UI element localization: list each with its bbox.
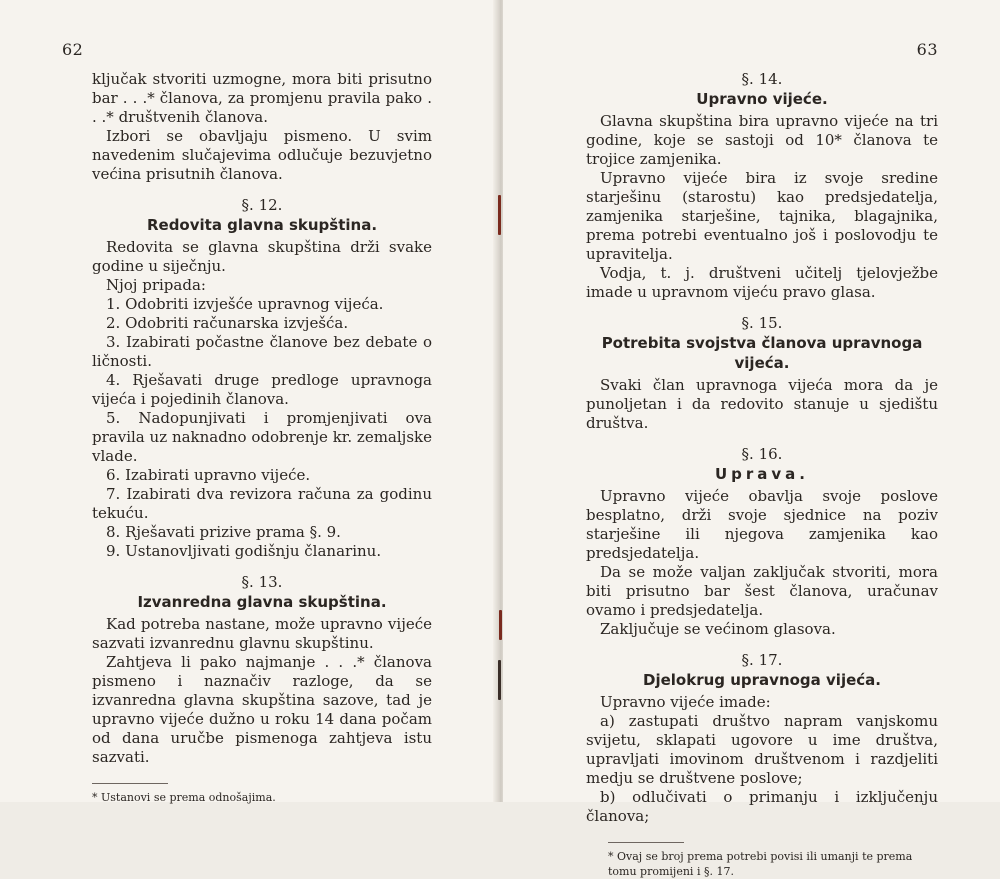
paragraph: Upravno vijeće obavlja svoje poslove besplatno, drži svoje sjednice na poziv starješine ili njegova zamjenika kao predsjedatelja. [586, 487, 938, 562]
page-number: 63 [916, 40, 938, 59]
paragraph: Zahtjeva li pako najmanje . . .* članova pismeno i naznačiv razloge, da se izvanredna glavna skupština sazove, tad je upravno vijeće dužno u roku 14 dana počam od dana uručbe pismenoga zahtjeva istu sazvati. [92, 653, 432, 766]
list-item: 8. Rješavati prizive prama §. 9. [106, 523, 341, 541]
list-item: 6. Izabirati upravno vijeće. [106, 466, 311, 484]
paragraph: Upravno vijeće imade: [600, 693, 771, 711]
binding-thread [498, 195, 501, 235]
paragraph: Izbori se obavljaju pismeno. U svim navedenim slučajevima odlučuje bezuvjetno većina prisutnih članova. [92, 127, 432, 183]
section-title: Izvanredna glavna skupština. [137, 593, 387, 611]
footnote-rule [608, 842, 684, 843]
section-number: §. 17. [741, 651, 783, 669]
section-title: Uprava. [714, 465, 810, 483]
list-item: 9. Ustanovljivati godišnju članarinu. [106, 542, 382, 560]
paragraph: Redovita se glavna skupština drži svake godine u siječnju. [92, 238, 432, 275]
section-title: Djelokrug upravnoga vijeća. [643, 671, 881, 689]
paragraph: Kad potreba nastane, može upravno vijeće sazvati izvanrednu glavnu skupštinu. [92, 615, 432, 652]
list-item: 5. Nadopunjivati i promjenjivati ova pravila uz naknadno odobrenje kr. zemaljske vlade. [92, 409, 432, 465]
section-number: §. 12. [241, 196, 283, 214]
section-number: §. 14. [741, 70, 783, 88]
paragraph: ključak stvoriti uzmogne, mora biti prisutno bar . . .* članova, za promjenu pravila pako . . .* društvenih članova. [92, 70, 432, 126]
section-number: §. 15. [741, 314, 783, 332]
footnote: * Ovaj se broj prema potrebi povisi ili umanji te prema tomu promijeni i §. 17. [608, 850, 913, 878]
left-page-content [92, 70, 432, 805]
page-number: 62 [62, 40, 84, 59]
section-title: Potrebita svojstva članova upravnoga vijeća. [601, 334, 923, 372]
right-page-content [586, 70, 938, 879]
left-page [0, 0, 497, 802]
list-item: b) odlučivati o primanju i izključenju članova; [586, 788, 938, 825]
paragraph: Vodja, t. j. društveni učitelj tjelovježbe imade u upravnom vijeću pravo glasa. [586, 264, 938, 301]
section-number: §. 16. [741, 445, 783, 463]
right-page [503, 0, 1000, 878]
footnote: * Ustanovi se prema odnošajima. [92, 791, 276, 804]
list-item: 3. Izabirati počastne članove bez debate o ličnosti. [92, 333, 432, 370]
section-number: §. 13. [241, 573, 283, 591]
footnote-rule [92, 783, 168, 784]
binding-thread [498, 660, 501, 700]
paragraph: Upravno vijeće bira iz svoje sredine starješinu (starostu) kao predsjedatelja, zamjenika starješine, tajnika, blagajnika, prema potrebi eventualno još i poslovodju te upravitelja. [586, 169, 938, 263]
paragraph: Zaključuje se većinom glasova. [600, 620, 836, 638]
list-item: 2. Odobriti računarska izvješća. [106, 314, 349, 332]
section-title: Redovita glavna skupština. [146, 216, 378, 234]
binding-thread [499, 610, 502, 640]
list-item: a) zastupati društvo napram vanjskomu svijetu, sklapati ugovore u ime društva, upravljati imovinom društvenom i razdjeliti medju se društvene poslove; [586, 712, 938, 787]
list-item: 1. Odobriti izvješće upravnog vijeća. [106, 295, 384, 313]
list-item: 7. Izabirati dva revizora računa za godinu tekuću. [92, 485, 432, 522]
section-title: Upravno vijeće. [696, 90, 828, 108]
paragraph: Svaki član upravnoga vijeća mora da je punoljetan i da redovito stanuje u sjedištu društva. [586, 376, 938, 432]
paragraph: Glavna skupština bira upravno vijeće na tri godine, koje se sastoji od 10* članova te trojice zamjenika. [586, 112, 938, 168]
paragraph: Njoj pripada: [106, 276, 206, 294]
list-item: 4. Rješavati druge predloge upravnoga vijeća i pojedinih članova. [92, 371, 432, 408]
paragraph: Da se može valjan zaključak stvoriti, mora biti prisutno bar šest članova, uračunav ovamo i predsjedatelja. [586, 563, 938, 619]
